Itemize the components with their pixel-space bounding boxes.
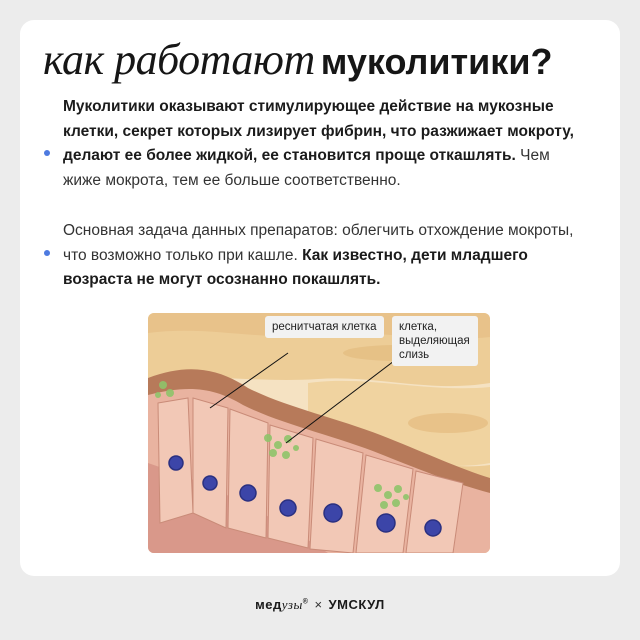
paragraph-purpose bbox=[63, 219, 583, 293]
brand-separator: × bbox=[314, 597, 323, 612]
bullet-dot bbox=[44, 250, 50, 256]
epithelium-illustration bbox=[148, 313, 490, 553]
footer-brands bbox=[0, 597, 640, 613]
brand-meduza: медузы® bbox=[255, 597, 309, 612]
brand-umskul: УМСКУЛ bbox=[328, 597, 385, 612]
title-italic: как работают bbox=[43, 35, 315, 84]
page-title bbox=[43, 35, 553, 84]
paragraph-mechanism bbox=[63, 95, 583, 193]
title-bold: муколитики? bbox=[320, 41, 553, 82]
paragraph-bold-text: Муколитики оказывают стимулирующее действие на мукозные клетки, секрет которых лизирует фибрин, что разжижает мокроту, делают ее более жидкой, ее становится проще откашлять. bbox=[63, 98, 574, 164]
label-ciliated-cell: реснитчатая клетка bbox=[265, 316, 384, 338]
bullet-dot bbox=[44, 150, 50, 156]
paragraph-regular-text: Чем жиже мокрота, тем ее больше соответственно. bbox=[63, 147, 550, 189]
paragraph-bold-text: Как известно, дети младшего возраста не могут осознанно покашлять. bbox=[63, 246, 528, 288]
paragraph-regular-text: Основная задача данных препаратов: облегчить отхождение мокроты, что возможно только при кашле. bbox=[63, 222, 574, 264]
label-goblet-cell: клетка, выделяющая слизь bbox=[392, 316, 478, 366]
